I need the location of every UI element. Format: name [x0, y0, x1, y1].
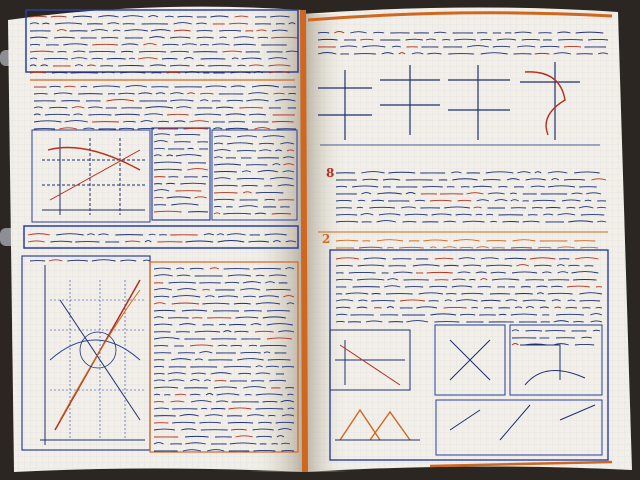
ink-stroke [214, 171, 237, 172]
ink-stroke [231, 345, 242, 346]
ink-stroke [515, 293, 533, 294]
section-number-2: 2 [322, 232, 331, 246]
ink-stroke [154, 366, 164, 367]
ink-stroke [256, 192, 284, 193]
ink-stroke [564, 179, 585, 180]
ink-stroke [469, 279, 475, 280]
ink-stroke [575, 344, 594, 345]
section-number-8: 8 [326, 166, 335, 180]
ink-stroke [138, 128, 154, 129]
ink-stroke [260, 345, 286, 346]
ink-stroke [288, 93, 296, 94]
ink-stroke [546, 207, 561, 208]
ink-stroke [107, 58, 126, 59]
ink-stroke [272, 213, 291, 214]
ink-stroke [336, 200, 352, 201]
ink-stroke [30, 44, 40, 45]
ink-stroke [265, 199, 275, 200]
left-page [8, 7, 305, 472]
ink-stroke [228, 422, 253, 423]
